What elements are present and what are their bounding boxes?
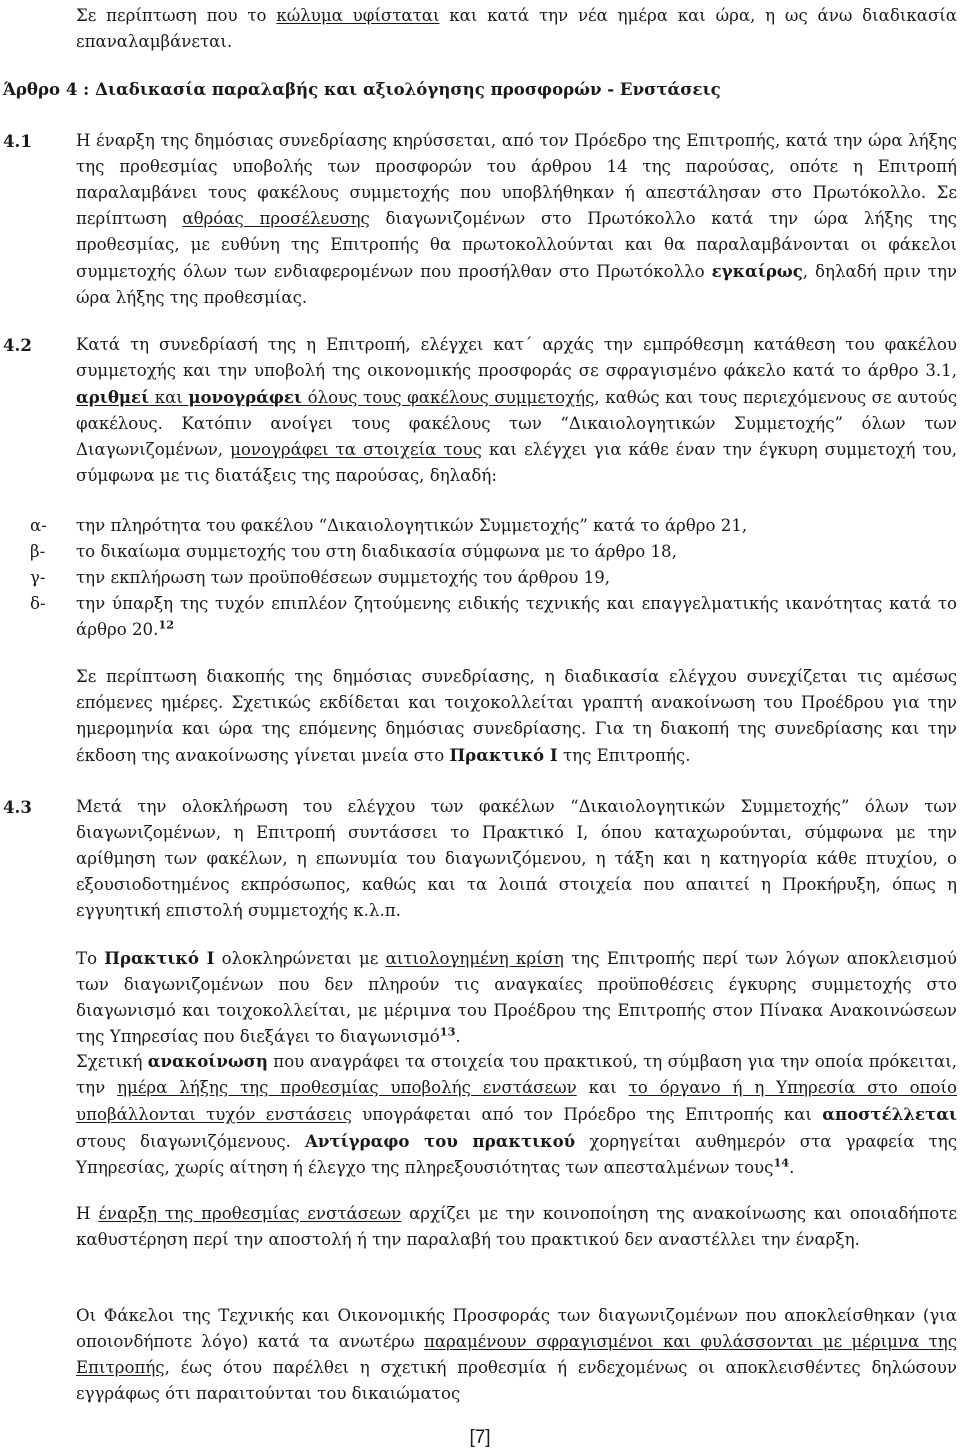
article-heading: Άρθρο 4 : Διαδικασία παραλαβής και αξιολόγησης προσφορών - Ενστάσεις — [3, 79, 721, 99]
list-item: α- την πληρότητα του φακέλου “Δικαιολογητικών Συμμετοχής” κατά το άρθρο 21, — [30, 516, 748, 535]
list-item: β- το δικαίωμα συμμετοχής του στη διαδικασία σύμφωνα με το άρθρο 18, — [30, 542, 677, 561]
objections-start-paragraph: Η έναρξη της προθεσμίας ενστάσεων αρχίζει με την κοινοποίηση της ανακοίνωσης και οποιαδήποτε καθυστέρηση περί την αποστολή ή την παραλαβή του πρακτικού δεν αναστέλλει την έναρξη. — [76, 1204, 957, 1249]
section-4-1-paragraph: Η έναρξη της δημόσιας συνεδρίασης κηρύσσεται, από τον Πρόεδρο της Επιτροπής, κατά την ώρα λήξης της προθεσμίας υποβολής των προσφορών του άρθρου 14 της παρούσας, οπότε η Επιτροπή παραλαμβάνει τους φακέλους συμμετοχής που υποβλήθηκαν ή απεστάλησαν στο Πρωτόκολλο. Σε περίπτωση αθρόας προσέλευσης διαγωνιζομένων στο Πρωτόκολλο κατά την ώρα λήξης της προθεσμίας, με ευθύνη της Επιτροπής θα πρωτοκολλούνται και θα παραλαμβάνονται οι φάκελοι συμμετοχής όλων των ενδιαφερομένων που προσήλθαν στο Πρωτόκολλο εγκαίρως, δηλαδή πριν την ώρα λήξης της προθεσμίας. — [76, 131, 957, 307]
practice-paragraph: Το Πρακτικό Ι ολοκληρώνεται με αιτιολογημένη κρίση της Επιτροπής περί των λόγων αποκλεισμού των διαγωνιζομένων που δεν πληρούν τις αναγκαίες προϋποθέσεις έγκυρης συμμετοχής στο διαγωνισμό και τοιχοκολλείται, με μέριμνα του Προέδρου της Επιτροπής στον Πίνακα Ανακοινώσεων της Υπηρεσίας που διεξάγει το διαγωνισμό$^{13}$. — [76, 948, 958, 1046]
list-item: δ- την ύπαρξη της τυχόν επιπλέον ζητούμενης ειδικής τεχνικής και επαγγελματικής ικανότητας κατά το άρθρο 20.12 — [30, 594, 957, 639]
section-4-3-paragraph: Μετά την ολοκλήρωση του ελέγχου των φακέλων “Δικαιολογητικών Συμμετοχής” όλων των διαγωνιζομένων, η Επιτροπή συντάσσει το Πρακτικό Ι, όπου καταχωρούνται, σύμφωνα με την αρίθμηση των φακέλων, η επωνυμία του διαγωνιζόμενου, η τάξη και η κατηγορία κάθε πτυχίου, ο εξουσιοδοτημένος εκπρόσωπος, καθώς και τα λοιπά στοιχεία που απαιτεί η Προκήρυξη, όπως η εγγυητική επιστολή συμμετοχής κ.λ.π. — [76, 797, 957, 920]
continuation-paragraph: Σε περίπτωση που το κώλυμα υφίσταται και κατά την νέα ημέρα και ώρα, η ως άνω διαδικασία επαναλαμβάνεται. — [76, 6, 957, 51]
footnote-ref: 13 — [439, 1024, 456, 1039]
section-number-4-2: 4.2 — [3, 335, 32, 355]
footnote-ref: 14 — [773, 1155, 790, 1170]
section-4-2-paragraph: Κατά τη συνεδρίασή της η Επιτροπή, ελέγχει κατ΄ αρχάς την εμπρόθεσμη κατάθεση του φακέλου συμμετοχής και την υποβολή της οικονομικής προσφοράς σε σφραγισμένο φάκελο κατά το άρθρο 3.1, αριθμεί και μονογράφει όλους τους φακέλους συμμετοχής, καθώς και τους περιεχόμενους σε αυτούς φακέλους. Κατόπιν ανοίγει τους φακέλους των “Δικαιολογητικών Συμμετοχής” όλων των Διαγωνιζομένων, μονογράφει τα στοιχεία τους και ελέγχει για κάθε έναν την έγκυρη συμμετοχή του, σύμφωνα με τις διατάξεις της παρούσας, δηλαδή: — [76, 335, 957, 485]
announcement-paragraph: Σχετική ανακοίνωση που αναγράφει τα στοιχεία του πρακτικού, τη σύμβαση για την οποία πρόκειται, την ημέρα λήξης της προθεσμίας υποβολής ενστάσεων και το όργανο ή η Υπηρεσία στο οποίο υποβάλλονται τυχόν ενστάσεις υπογράφεται από τον Πρόεδρο της Επιτροπής και αποστέλλεται στους διαγωνιζόμενους. Αντίγραφο του πρακτικού χορηγείται αυθημερόν στα γραφεία της Υπηρεσίας, χωρίς αίτηση ή έλεγχο της πληρεξουσιότητας των απεσταλμένων τους$^{14}$. — [76, 1051, 958, 1177]
interruption-paragraph: Σε περίπτωση διακοπής της δημόσιας συνεδρίασης, η διαδικασία ελέγχου συνεχίζεται τις αμέσως επόμενες ημέρες. Σχετικώς εκδίδεται και τοιχοκολλείται γραπτή ανακοίνωση του Προέδρου για την ημερομηνία και ώρα της επόμενης δημόσιας συνεδρίασης. Για τη διακοπή της συνεδρίασης και την έκδοση της ανακοίνωσης γίνεται μνεία στο Πρακτικό Ι της Επιτροπής. — [76, 667, 957, 765]
excluded-folders-paragraph: Οι Φάκελοι της Τεχνικής και Οικονομικής Προσφοράς των διαγωνιζομένων που αποκλείσθηκαν (για οποιονδήποτε λόγο) κατά τα ανωτέρω παραμένουν σφραγισμένοι και φυλάσσονται με μέριμνα της Επιτροπής, έως ότου παρέλθει η σχετική προθεσμία ή ενδεχομένως οι αποκλεισθέντες δηλώσουν εγγράφως ότι παραιτούνται του δικαιώματος — [76, 1306, 957, 1403]
section-number-4-1: 4.1 — [3, 131, 32, 151]
footnote-ref: 12 — [158, 617, 175, 632]
list-item: γ- την εκπλήρωση των προϋποθέσεων συμμετοχής του άρθρου 19, — [30, 568, 611, 587]
page-number: [7] — [469, 1427, 491, 1448]
section-number-4-3: 4.3 — [3, 797, 32, 817]
